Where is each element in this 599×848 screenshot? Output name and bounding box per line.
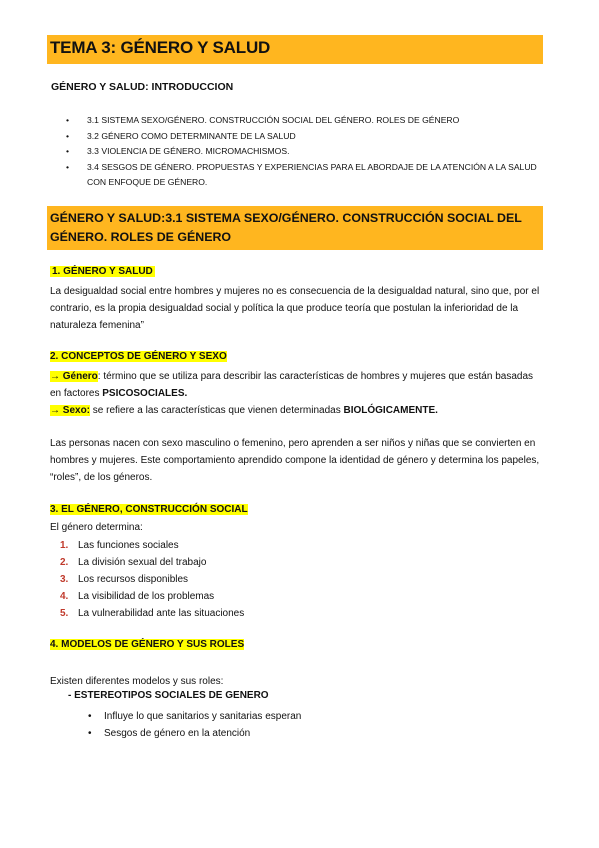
section-title: GÉNERO Y SALUD:3.1 SISTEMA SEXO/GÉNERO. CONSTRUCCIÓN SOCIAL DEL GÉNERO. ROLES DE GÉNERO [50, 211, 522, 244]
toc-item: • 3.3 VIOLENCIA DE GÉNERO. MICROMACHISMOS. [66, 144, 546, 160]
heading-conceptos: 2. CONCEPTOS DE GÉNERO Y SEXO [50, 351, 227, 362]
definition-sexo: → Sexo: se refiere a las características que vienen determinadas BIOLÓGICAMENTE. [50, 405, 438, 416]
list-item: 1. Las funciones sociales [60, 540, 179, 551]
paragraph-desigualdad: La desigualdad social entre hombres y mujeres no es consecuencia de la desigualdad natural, sino que, por el contrario, es la propia desigualdad social y política la que produce teoría que postulan la inferioridad de la naturaleza femenina” [50, 286, 540, 331]
bullet-icon: • [66, 161, 70, 172]
genero-determina-intro: El género determina: [50, 522, 143, 533]
list-item: 3. Los recursos disponibles [60, 574, 189, 585]
list-item: • Influye lo que sanitarios y sanitarias esperan [88, 708, 301, 725]
bullet-icon: • [66, 146, 70, 156]
toc-item: • 3.2 GÉNERO COMO DETERMINANTE DE LA SALUD [66, 129, 546, 145]
bullet-icon: • [88, 728, 92, 739]
section-banner [47, 206, 543, 250]
definition-genero: → Género: término que se utiliza para describir las características de hombres y mujeres que están basadas en factores PSICOSOCIALES. [50, 371, 534, 399]
sexo-label: → Sexo: [50, 405, 91, 416]
toc-item: • 3.4 SESGOS DE GÉNERO. PROPUESTAS Y EXPERIENCIAS PARA EL ABORDAJE DE LA ATENCIÓN A LA SALUD CON ENFOQUE DE GÉNERO. [66, 161, 537, 187]
modelos-intro: Existen diferentes modelos y sus roles: [50, 676, 224, 687]
bullet-icon: • [88, 711, 92, 722]
bullet-list [88, 708, 301, 742]
list-item: 5. La vulnerabilidad ante las situaciones [60, 608, 245, 619]
list-item: • Sesgos de género en la atención [88, 725, 301, 742]
toc-item: • 3.1 SISTEMA SEXO/GÉNERO. CONSTRUCCIÓN SOCIAL DEL GÉNERO. ROLES DE GÉNERO [66, 113, 546, 129]
intro-heading: GÉNERO Y SALUD: INTRODUCCION [51, 81, 234, 93]
page-title: TEMA 3: GÉNERO Y SALUD [50, 38, 271, 57]
title-banner [47, 35, 543, 64]
table-of-contents [66, 113, 546, 191]
heading-construccion-social: 3. EL GÉNERO, CONSTRUCCIÓN SOCIAL [50, 504, 248, 515]
numbered-list [60, 537, 244, 622]
paragraph-identidad: Las personas nacen con sexo masculino o femenino, pero aprenden a ser niños y niñas que se convierten en hombres y mujeres. Este comportamiento aprendido compone la identidad de género y determina los papeles, “roles”, de los géneros. [50, 438, 540, 483]
bullet-icon: • [66, 115, 70, 125]
genero-label: → Género [50, 371, 98, 382]
bullet-icon: • [66, 130, 70, 141]
heading-modelos: 4. MODELOS DE GÉNERO Y SUS ROLES [50, 639, 245, 650]
heading-genero-y-salud: 1. GÉNERO Y SALUD [52, 266, 153, 277]
estereotipos-heading: - ESTEREOTIPOS SOCIALES DE GENERO [68, 690, 269, 701]
list-item: 4. La visibilidad de los problemas [60, 591, 215, 602]
list-item: 2. La división sexual del trabajo [60, 557, 207, 568]
